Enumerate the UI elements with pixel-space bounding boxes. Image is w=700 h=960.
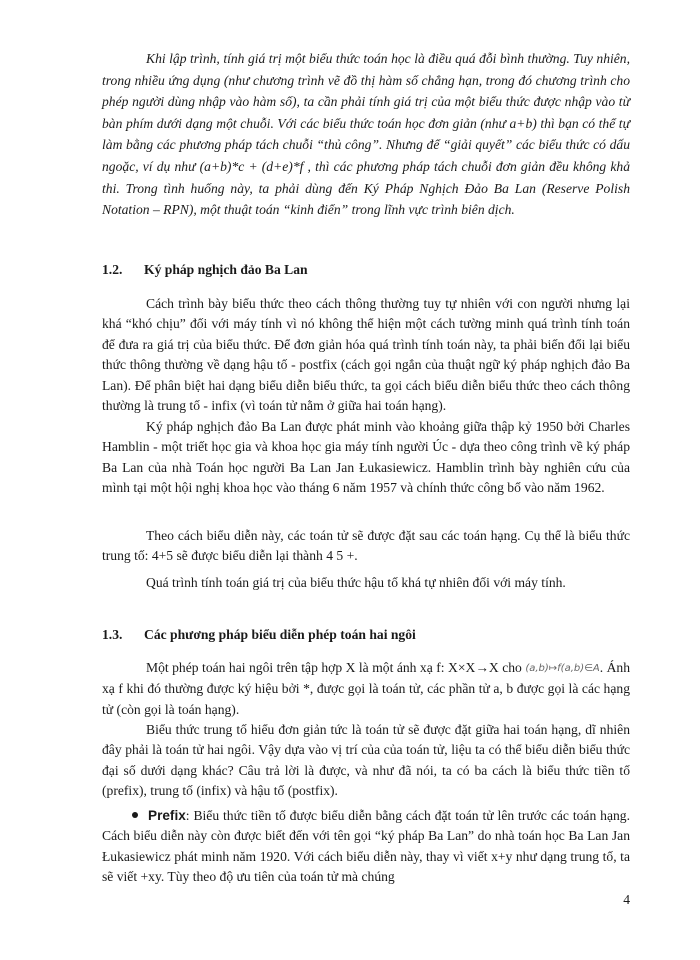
section-number: 1.3. (102, 627, 123, 642)
section-1-2-paragraph-2: Ký pháp nghịch đảo Ba Lan được phát minh vào khoảng giữa thập kỷ 1950 bởi Charles Hamblin - một triết học gia và khoa học gia máy tính người Úc - dựa theo công trình về ký pháp Ba Lan của nhà Toán học người Ba Lan Jan Łukasiewicz. Hamblin trình bày nghiên cứu của mình tại một hội nghị khoa học vào tháng 6 năm 1957 và chính thức công bố vào năm 1962. (102, 419, 630, 496)
section-1-3-paragraph-1 (102, 658, 630, 720)
section-number: 1.2. (102, 262, 123, 277)
bullet-dot-icon (132, 812, 138, 818)
bullet-text: : Biểu thức tiền tố được biểu diễn bằng cách đặt toán tử lên trước các toán hạng. Cách biểu diễn này còn được biết đến với tên gọi “ký pháp Ba Lan” do nhà toán học Ba Lan Jan Łukasiewicz phát minh năm 1920. Với cách biểu diễn này, thay vì viết x+y như dạng trung tố, ta sẽ viết +xy. Tùy theo độ ưu tiên của toán tử mà chúng (102, 808, 630, 885)
paragraph-text-start: Một phép toán hai ngôi trên tập hợp X là một ánh xạ f: X×X→X cho (146, 660, 526, 675)
section-1-2-paragraph-3: Theo cách biểu diễn này, các toán tử sẽ được đặt sau các toán hạng. Cụ thể là biểu thức trung tố: 4+5 sẽ được biểu diễn lại thành 4 5 +. (102, 528, 630, 564)
intro-paragraph: Khi lập trình, tính giá trị một biểu thức toán học là điều quá đỗi bình thường. Tuy nhiên, trong nhiều ứng dụng (như chương trình vẽ đồ thị hàm số chẳng hạn, trong đó chương trình cho phép người dùng nhập vào hàm số), ta cần phải tính giá trị của một biểu thức được nhập vào từ bàn phím dưới dạng một chuỗi. Với các biểu thức toán học đơn giản (như a+b) thì bạn có thể tự làm bằng các phương pháp tách chuỗi “thủ công”. Nhưng để “giải quyết” các biểu thức có dấu ngoặc, ví dụ như (a+b)*c + (d+e)*f , thì các phương pháp tách chuỗi đơn giản đều không khả thi. Trong tình huống này, ta phải dùng đến Ký Pháp Nghịch Đảo Ba Lan (Reserve Polish Notation – RPN), một thuật toán “kinh điển” trong lĩnh vực trình biên dịch. (102, 51, 630, 218)
page-number: 4 (623, 892, 630, 907)
section-title: Ký pháp nghịch đảo Ba Lan (144, 262, 308, 277)
prefix-bullet-item (102, 806, 630, 888)
paragraph-text-end: . Ánh xạ f khi đó thường được ký hiệu bởi *, được gọi là toán tử, các phần tử a, b được gọi là các hạng tử (còn gọi là toán hạng). (102, 660, 630, 717)
section-1-3-paragraph-2: Biểu thức trung tố hiểu đơn giản tức là toán tử sẽ được đặt giữa hai toán hạng, dĩ nhiên đây phải là toán tử hai ngôi. Vậy dựa vào vị trí của của toán tử, liệu ta có thể biểu diễn biểu thức đại số dưới dạng khác? Câu trả lời là được, và như đã nói, ta có ba cách là biểu thức tiền tố (prefix), trung tố (infix) và hậu tố (postfix). (102, 722, 630, 799)
section-1-2-paragraph-1: Cách trình bày biểu thức theo cách thông thường tuy tự nhiên với con người nhưng lại khá “khó chịu” đối với máy tính vì nó không thể hiện một cách tường minh quá trình tính toán để đưa ra giá trị của biểu thức. Để đơn giản hóa quá trình tính toán này, ta phải biến đổi lại biểu thức thông thường về dạng hậu tố - postfix (cách gọi ngắn của thuật ngữ ký pháp nghịch đảo Ba Lan). Để phân biệt hai dạng biểu diễn biểu thức, ta gọi cách biểu diễn biểu thức theo cách thông thường là trung tố - infix (vì toán tử nằm ở giữa hai toán hạng). (102, 296, 630, 414)
mapping-formula: (a,b)↦f(a,b)∈A (525, 663, 600, 674)
bullet-term: Prefix (148, 808, 186, 823)
section-1-2-paragraph-4: Quá trình tính toán giá trị của biểu thức hậu tố khá tự nhiên đối với máy tính. (146, 575, 566, 590)
section-heading-1-3 (102, 627, 416, 643)
section-heading-1-2 (102, 262, 308, 278)
section-title: Các phương pháp biểu diễn phép toán hai ngôi (144, 627, 416, 642)
